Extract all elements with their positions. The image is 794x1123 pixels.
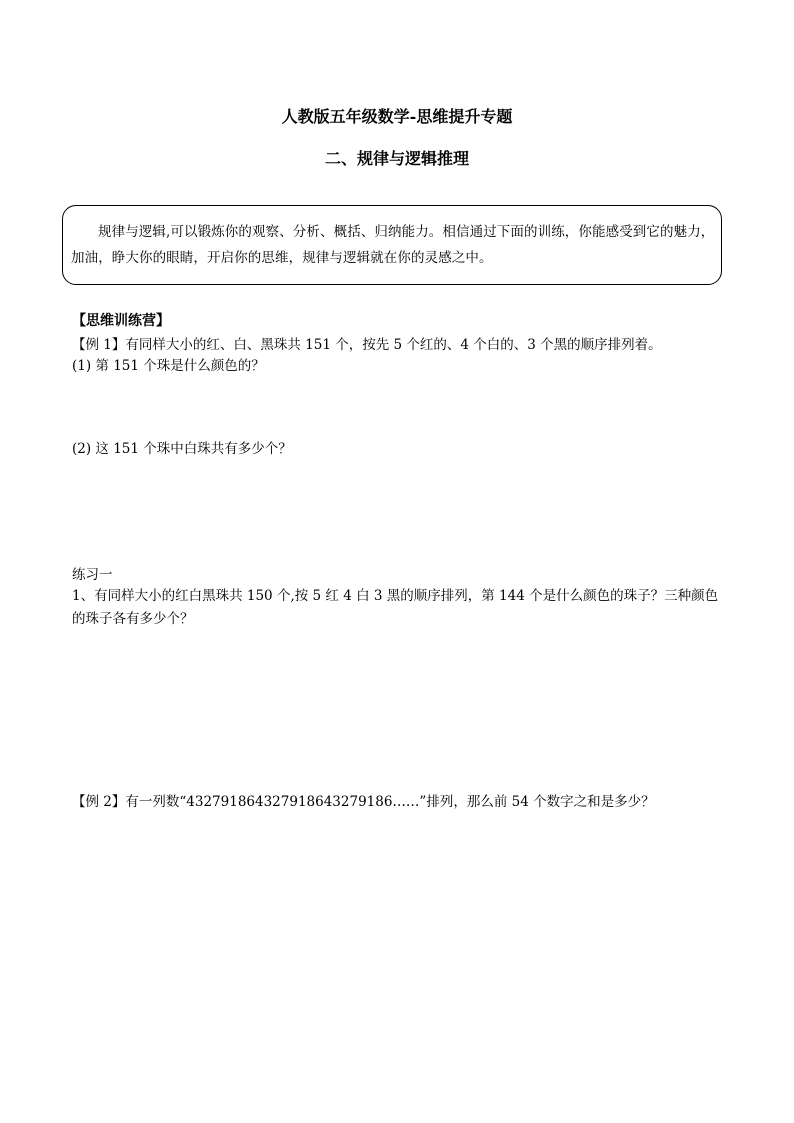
intro-text: 规律与逻辑,可以锻炼你的观察、分析、概括、归纳能力。相信通过下面的训练，你能感受到它的魅力，加油，睁大你的眼睛，开启你的思维，规律与逻辑就在你的灵感之中。	[71, 224, 715, 266]
section-title: 二、规律与逻辑推理	[324, 149, 469, 168]
example-2-text: 【例 2】有一列数“432791864327918643279186……”排列，那么前 54 个数字之和是多少？	[72, 794, 655, 810]
example-1-text: 【例 1】有同样大小的红、白、黑珠共 151 个，按先 5 个红的、4 个白的、3 个黑的顺序排列着。	[72, 337, 662, 353]
example-1-question-2: (2) 这 151 个珠中白珠共有多少个？	[72, 441, 292, 457]
example-1-question-1: (1) 第 151 个珠是什么颜色的？	[72, 358, 265, 374]
practice-title: 练习一	[72, 567, 113, 583]
training-camp-heading: 【思维训练营】	[72, 313, 170, 329]
page-title: 人教版五年级数学-思维提升专题	[281, 107, 513, 126]
intro-box	[62, 205, 722, 285]
practice-item-1: 1、有同样大小的红白黑珠共 150 个,按 5 红 4 白 3 黑的顺序排列，第 144 个是什么颜色的珠子？三种颜色的珠子各有多少个？	[72, 588, 719, 627]
